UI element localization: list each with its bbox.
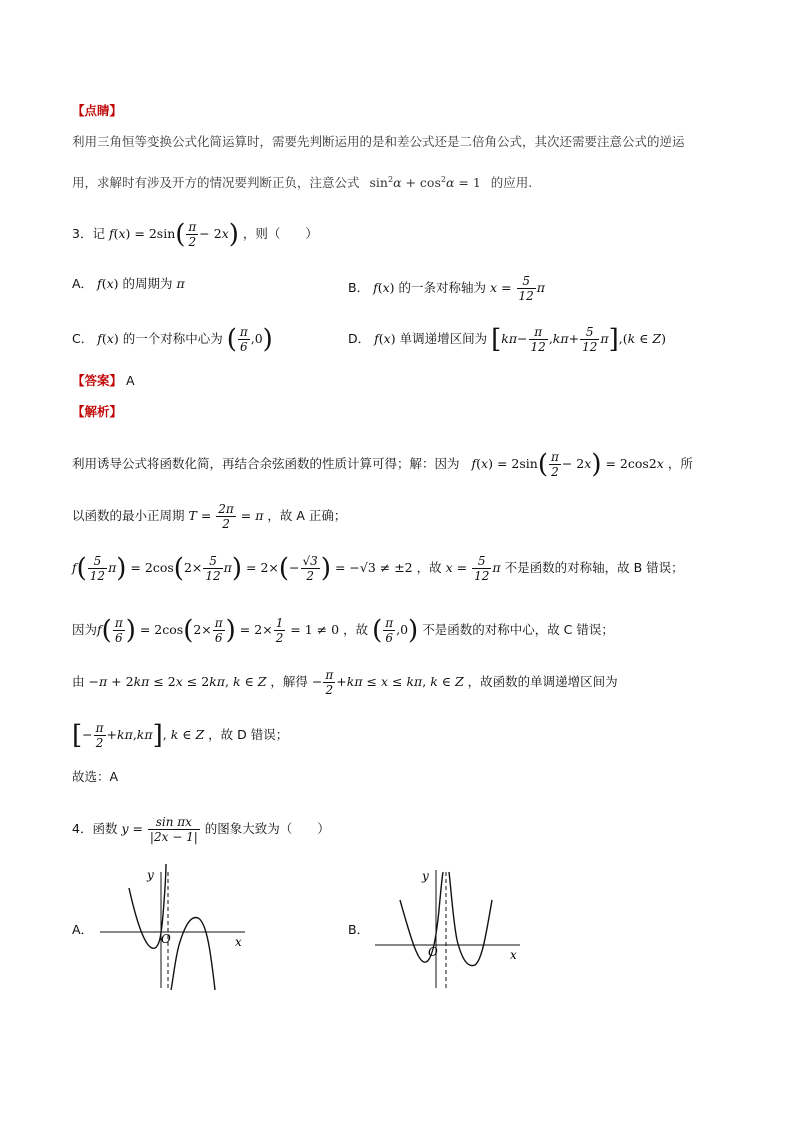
dianjing-line-2a: 用，求解时有涉及开方的情况要判断正负，注意公式 — [72, 175, 360, 191]
graph-b — [370, 860, 540, 995]
answer-line — [72, 372, 135, 390]
graph-a-label: A． — [72, 922, 94, 937]
solution-l2a: 以函数的最小正周期 — [72, 508, 185, 523]
solution-l3c: 不是函数的对称轴，故 B 错误； — [504, 560, 684, 575]
q4-tail: 的图象大致为（ ） — [204, 821, 330, 836]
solution-l4c: 不是函数的对称中心，故 C 错误； — [422, 622, 614, 637]
option-a-label: A． — [72, 276, 94, 291]
solution-line-2: 以函数的最小正周期 T = $\frac{2\pi}{2}$ = π ，故 A 正确； — [72, 502, 347, 531]
option-d: D． f(x) 单调递增区间为 [kπ− $\frac{\pi}{12}$ ,kπ+ $\frac{5}{12}$ π],(k ∈ Z) — [348, 324, 666, 355]
option-a-text: 的周期为 — [122, 276, 173, 291]
option-c: C． f(x) 的一个对称中心为 ( $\frac{\pi}{6}$ ,0) — [72, 324, 273, 355]
question-4: 4．函数 y = $\frac{\text{sin πx}}{|2x - 1|}$ 的图象大致为（ ） — [72, 815, 330, 844]
dianjing-line-2 — [72, 171, 532, 192]
solution-line-1: 利用诱导公式将函数化简，再结合余弦函数的性质计算可得；解：因为 f(x) = 2sin( $\frac{\pi}{2}$ − 2x) = 2cos2x ，所 — [72, 449, 693, 480]
solution-l5c: ，故函数的单调递增区间为 — [467, 674, 618, 689]
q4-num: 4．函数 — [72, 821, 118, 836]
solution-line-6: [− $\frac{\pi}{2}$ +kπ,kπ], k ∈ Z ，故 D 错误； — [72, 720, 289, 751]
option-b: B． f(x) 的一条对称轴为 x = $\frac{5}{12}$ π — [348, 274, 546, 303]
solution-l6b: ，故 D 错误； — [208, 727, 289, 742]
solution-line-4: 因为f( $\frac{\pi}{6}$ ) = 2cos(2× $\frac{\pi}{6}$ ) = 2× $\frac{1}{2}$ = 1 ≠ 0 ，故 ( $\frac{\pi}{6}$ ,0) 不是函数的对称中心，故 C 错误； — [72, 615, 614, 646]
q3-func: f — [108, 226, 114, 241]
solution-l5a: 由 — [72, 674, 85, 689]
solution-l3b: ，故 — [416, 560, 442, 575]
graph-b-y-label: y — [422, 869, 429, 883]
section-analysis: 【解析】 — [72, 404, 123, 419]
q3-tail: ，则（ ） — [242, 226, 318, 241]
identity-formula: $\sin^2\alpha + \cos^2\alpha = 1$ — [369, 175, 481, 191]
dianjing-line-2b: 的应用. — [490, 175, 533, 191]
solution-l1a: 利用诱导公式将函数化简，再结合余弦函数的性质计算可得；解：因为 — [72, 456, 460, 471]
graph-a-curve-right — [171, 917, 215, 990]
solution-l4b: ，故 — [343, 622, 369, 637]
graph-b-curve-right — [449, 872, 492, 966]
graph-a-y-label: y — [147, 868, 154, 882]
option-a: A． f(x) 的周期为 π — [72, 276, 185, 291]
dianjing-line-1: 利用三角恒等变换公式化简运算时，需要先判断运用的是和差公式还是二倍角公式，其次还需要注意公式的逆运 — [72, 134, 685, 149]
option-c-text: 的一个对称中心为 — [122, 331, 223, 346]
solution-line-7: 故选：A — [72, 769, 119, 784]
graph-a-x-label: x — [235, 935, 242, 949]
graph-b-label: B． — [348, 922, 370, 937]
option-b-text: 的一条对称轴为 — [398, 280, 487, 295]
option-d-label: D． — [348, 331, 371, 346]
graph-a — [95, 860, 265, 995]
option-d-text: 单调递增区间为 — [399, 331, 488, 346]
solution-l1b: ，所 — [667, 456, 693, 471]
answer-label: 【答案】 — [72, 373, 123, 388]
solution-l2b: ，故 A 正确； — [267, 508, 347, 523]
option-b-label: B． — [348, 280, 370, 295]
solution-line-5: 由 −π + 2kπ ≤ 2x ≤ 2kπ, k ∈ Z ，解得 − $\frac{\pi}{2}$ +kπ ≤ x ≤ kπ, k ∈ Z ，故函数的单调递增区间为 — [72, 668, 618, 697]
graph-b-x-label: x — [510, 948, 517, 962]
answer-value: A — [126, 373, 135, 388]
section-dianjing: 【点睛】 — [72, 103, 123, 118]
solution-l4a: 因为 — [72, 622, 98, 637]
solution-l5b: ，解得 — [270, 674, 308, 689]
graph-a-origin: O — [161, 932, 171, 946]
question-3: 3．记 f(x) = 2sin( $\frac{\pi}{2}$ − 2x) ，则（ ） — [72, 219, 318, 250]
option-c-label: C． — [72, 331, 94, 346]
q3-num: 3．记 — [72, 226, 105, 241]
solution-line-3: f( $\frac{5}{12}$ π) = 2cos(2× $\frac{5}{12}$ π) = 2×(− $\frac{√3}{2}$ ) = −√3 ≠ ±2 ，故 x = $\frac{5}{12}$ π 不是函数的对称轴，故 B 错误； — [72, 553, 684, 584]
graph-b-origin: O — [428, 945, 438, 959]
